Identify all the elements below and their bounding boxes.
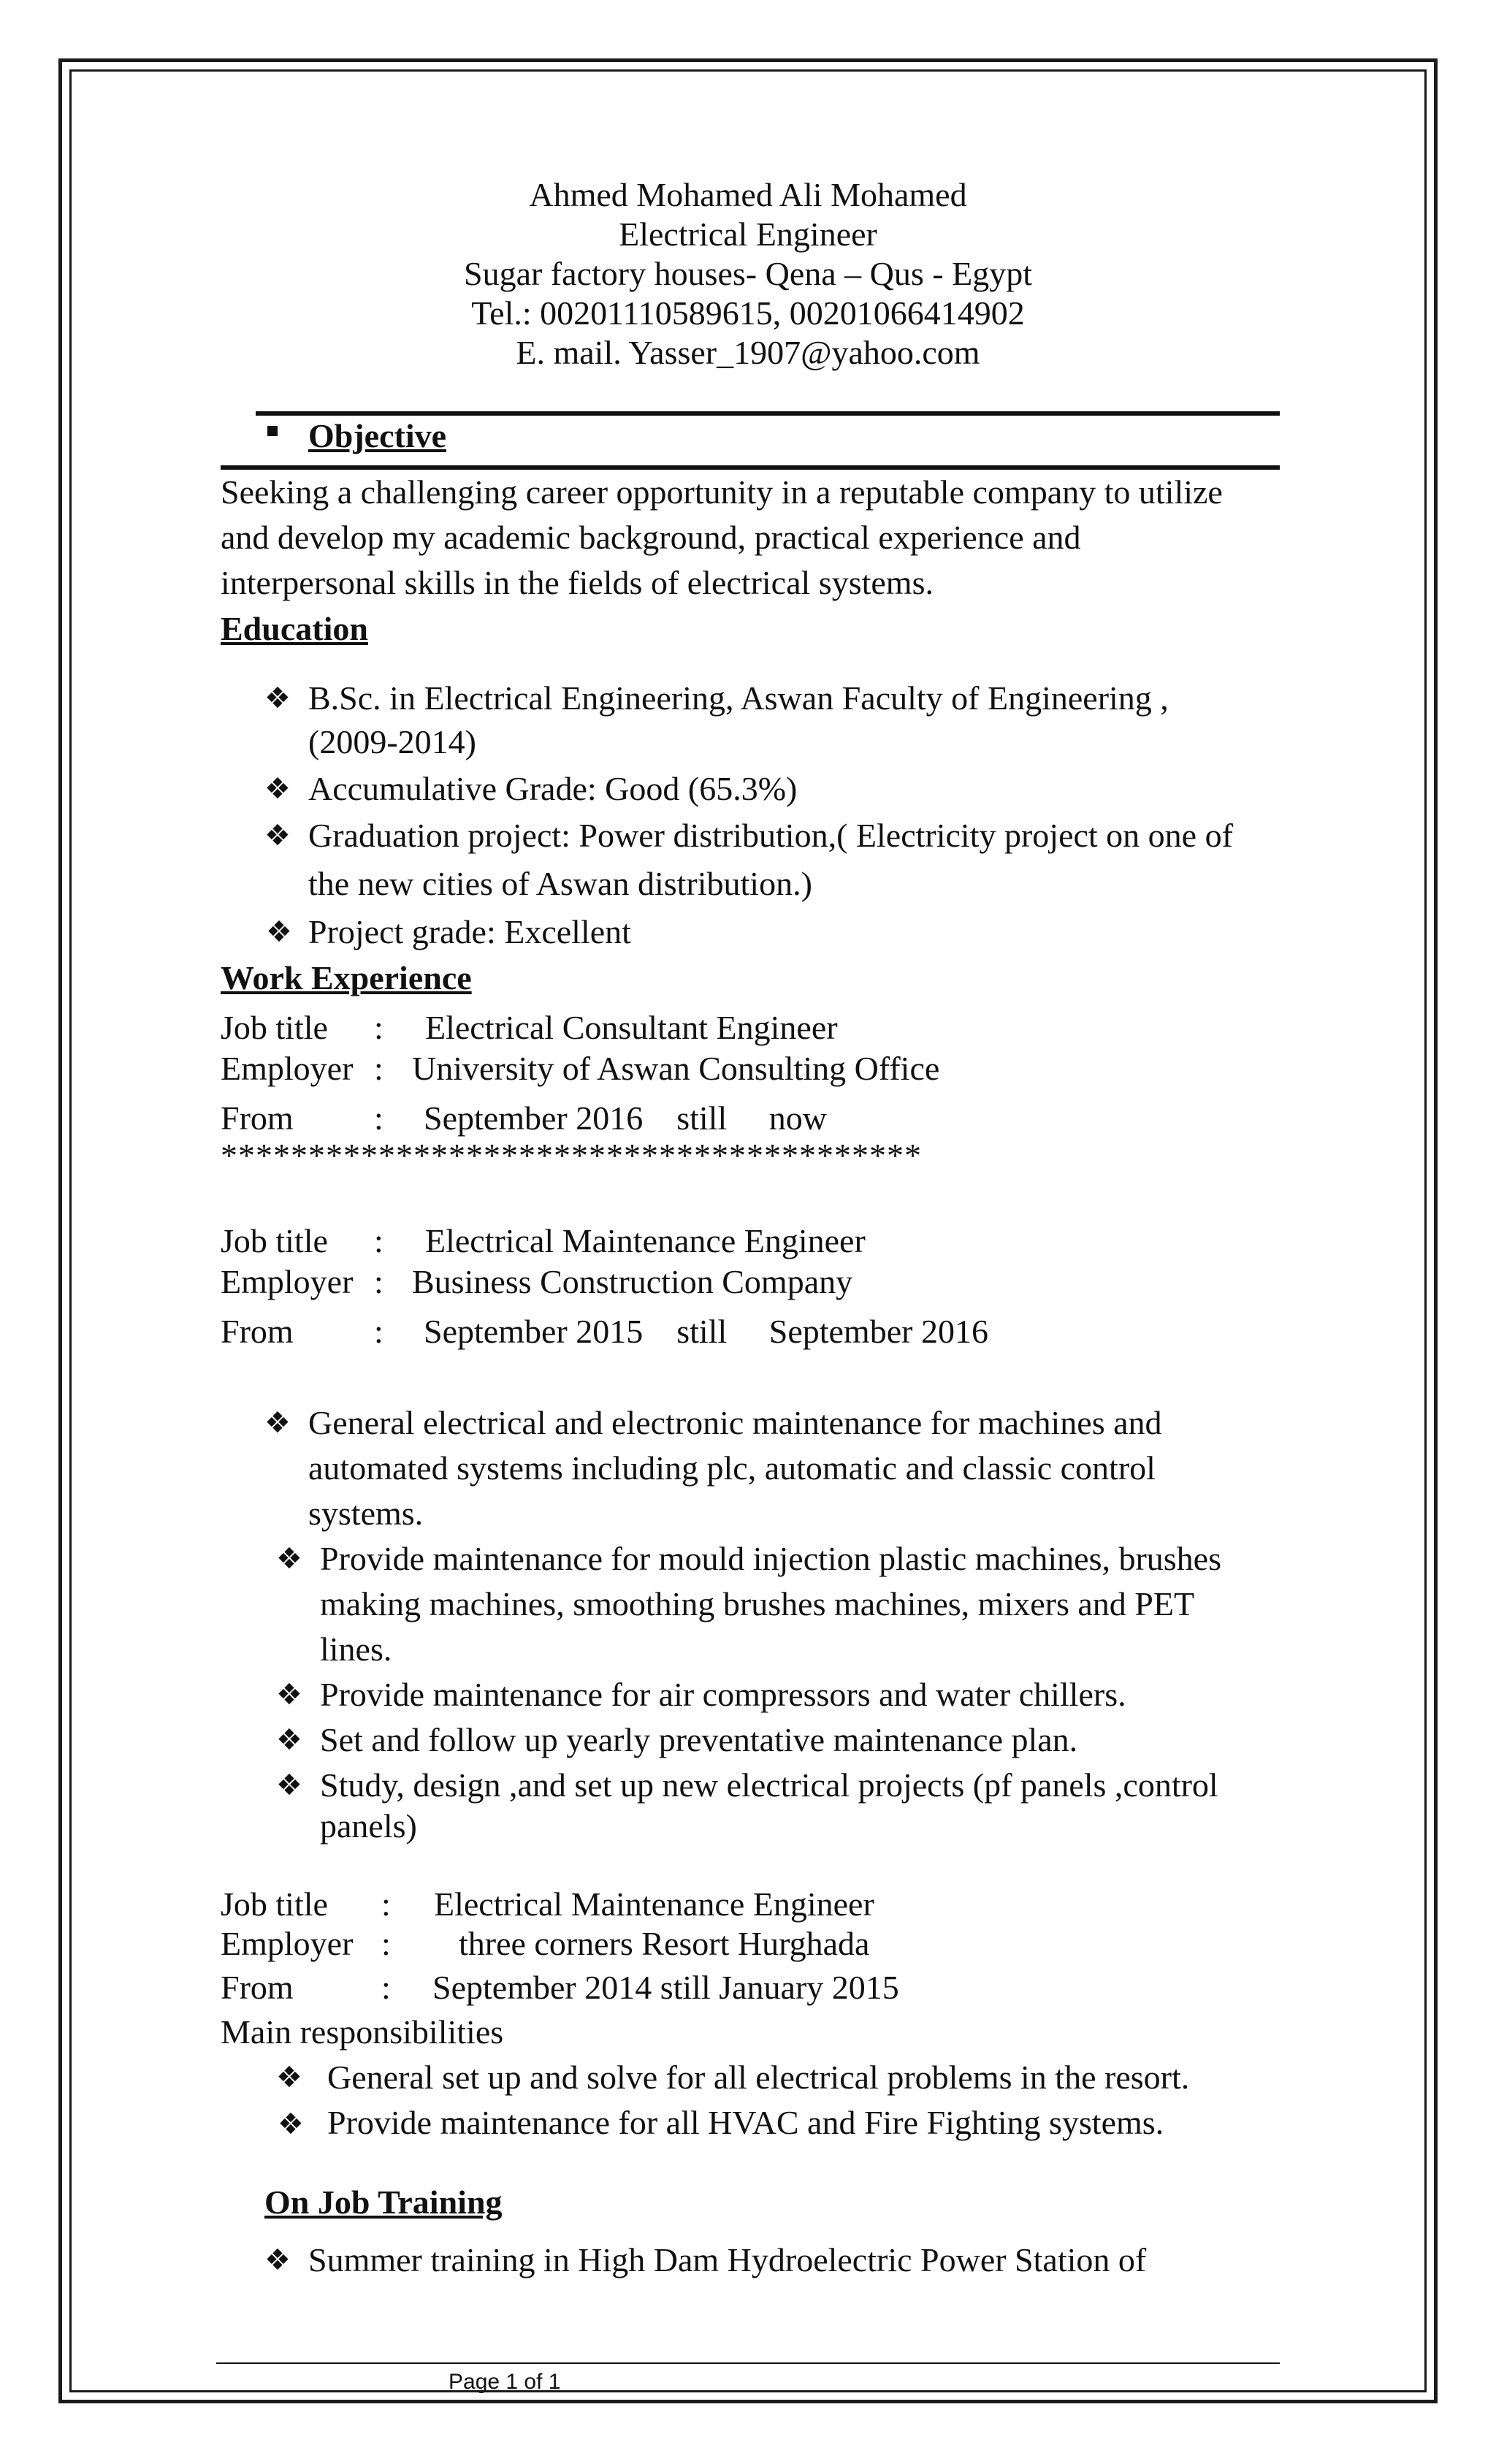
job3-bullet-1: General set up and solve for all electrical problems in the resort. — [327, 2059, 1190, 2096]
job1-employer-label: Employer — [221, 1050, 354, 1087]
applicant-email: E. mail. Yasser_1907@yahoo.com — [516, 334, 980, 371]
job3-from-label: From — [221, 1969, 294, 2006]
job1-from-colon: : — [374, 1099, 383, 1137]
job-separator: **************************************** — [221, 1137, 922, 1174]
main-responsibilities-label: Main responsibilities — [221, 2013, 504, 2051]
four-diamond-bullet-icon: ❖ — [266, 915, 292, 949]
education-item-1-line-1: B.Sc. in Electrical Engineering, Aswan Faculty of Engineering , — [308, 679, 1169, 717]
education-item-1-line-2: (2009-2014) — [308, 723, 476, 760]
job3-employer-value: three corners Resort Hurghada — [459, 1925, 870, 1962]
applicant-address: Sugar factory houses- Qena – Qus - Egypt — [464, 255, 1032, 292]
education-heading: Education — [221, 610, 368, 647]
square-bullet-icon — [267, 426, 278, 436]
job1-employer-value: University of Aswan Consulting Office — [412, 1050, 940, 1087]
job2-employer-label: Employer — [221, 1263, 354, 1300]
four-diamond-bullet-icon: ❖ — [276, 1769, 302, 1802]
education-item-4: Project grade: Excellent — [308, 913, 631, 950]
four-diamond-bullet-icon: ❖ — [264, 682, 291, 715]
four-diamond-bullet-icon: ❖ — [276, 1723, 302, 1757]
work-experience-heading: Work Experience — [221, 959, 472, 996]
four-diamond-bullet-icon: ❖ — [276, 2061, 302, 2094]
four-diamond-bullet-icon: ❖ — [276, 1678, 302, 1712]
job2-bullet-1-line-1: General electrical and electronic maintenance for machines and — [308, 1404, 1162, 1441]
four-diamond-bullet-icon: ❖ — [276, 1542, 302, 1576]
job2-employer-value: Business Construction Company — [412, 1263, 853, 1300]
job2-bullet-3: Provide maintenance for air compressors and water chillers. — [320, 1676, 1126, 1713]
job1-title-value: Electrical Consultant Engineer — [425, 1009, 838, 1046]
job3-employer-colon: : — [381, 1925, 391, 1962]
job3-title-value: Electrical Maintenance Engineer — [434, 1885, 874, 1923]
job2-bullet-1-line-3: systems. — [308, 1495, 424, 1532]
applicant-phone: Tel.: 00201110589615, 00201066414902 — [471, 294, 1025, 332]
objective-heading: Objective — [308, 417, 447, 454]
page-number: Page 1 of 1 — [449, 2370, 561, 2394]
objective-bottom-rule — [221, 465, 1280, 470]
job3-employer-label: Employer — [221, 1925, 354, 1962]
job3-title-label: Job title — [221, 1885, 328, 1923]
four-diamond-bullet-icon: ❖ — [264, 819, 291, 853]
job2-from-colon: : — [374, 1313, 383, 1350]
job3-from-colon: : — [381, 1969, 391, 2006]
four-diamond-bullet-icon: ❖ — [278, 2108, 304, 2141]
job3-bullet-2: Provide maintenance for all HVAC and Fire Fighting systems. — [327, 2104, 1164, 2141]
training-item-1: Summer training in High Dam Hydroelectric Power Station of — [308, 2241, 1147, 2278]
job2-title-value: Electrical Maintenance Engineer — [425, 1222, 866, 1259]
objective-line-1: Seeking a challenging career opportunity in a reputable company to utilize — [221, 473, 1223, 511]
job3-from-value: September 2014 still January 2015 — [432, 1969, 899, 2006]
training-heading: On Job Training — [264, 2183, 503, 2221]
objective-top-rule — [256, 411, 1280, 416]
job2-bullet-4: Set and follow up yearly preventative maintenance plan. — [320, 1721, 1078, 1758]
job2-title-label: Job title — [221, 1222, 328, 1259]
job2-bullet-1-line-2: automated systems including plc, automatic and classic control — [308, 1449, 1156, 1487]
job1-employer-colon: : — [374, 1050, 383, 1087]
job1-title-colon: : — [374, 1009, 383, 1046]
job1-title-label: Job title — [221, 1009, 328, 1046]
four-diamond-bullet-icon: ❖ — [264, 772, 291, 806]
job3-title-colon: : — [381, 1885, 391, 1923]
job2-bullet-2-line-3: lines. — [320, 1630, 392, 1668]
objective-line-3: interpersonal skills in the fields of electrical systems. — [221, 564, 934, 601]
education-item-3-line-2: the new cities of Aswan distribution.) — [308, 865, 812, 902]
applicant-name: Ahmed Mohamed Ali Mohamed — [529, 176, 967, 213]
job2-bullet-5-line-1: Study, design ,and set up new electrical projects (pf panels ,control — [320, 1766, 1218, 1804]
job2-employer-colon: : — [374, 1263, 383, 1300]
education-item-3-line-1: Graduation project: Power distribution,( Electricity project on one of — [308, 817, 1233, 854]
job1-from-value: September 2016 still now — [424, 1099, 827, 1137]
job2-bullet-5-line-2: panels) — [320, 1807, 417, 1845]
job1-from-label: From — [221, 1099, 294, 1137]
footer-rule — [216, 2362, 1280, 2364]
job2-from-label: From — [221, 1313, 294, 1350]
four-diamond-bullet-icon: ❖ — [264, 2243, 291, 2277]
job2-bullet-2-line-1: Provide maintenance for mould injection plastic machines, brushes — [320, 1540, 1222, 1577]
job2-from-value: September 2015 still September 2016 — [424, 1313, 988, 1350]
job2-title-colon: : — [374, 1222, 383, 1259]
objective-line-2: and develop my academic background, practical experience and — [221, 519, 1081, 556]
applicant-title: Electrical Engineer — [619, 215, 877, 253]
four-diamond-bullet-icon: ❖ — [264, 1406, 291, 1440]
job2-bullet-2-line-2: making machines, smoothing brushes machines, mixers and PET — [320, 1585, 1195, 1622]
education-item-2: Accumulative Grade: Good (65.3%) — [308, 770, 798, 807]
